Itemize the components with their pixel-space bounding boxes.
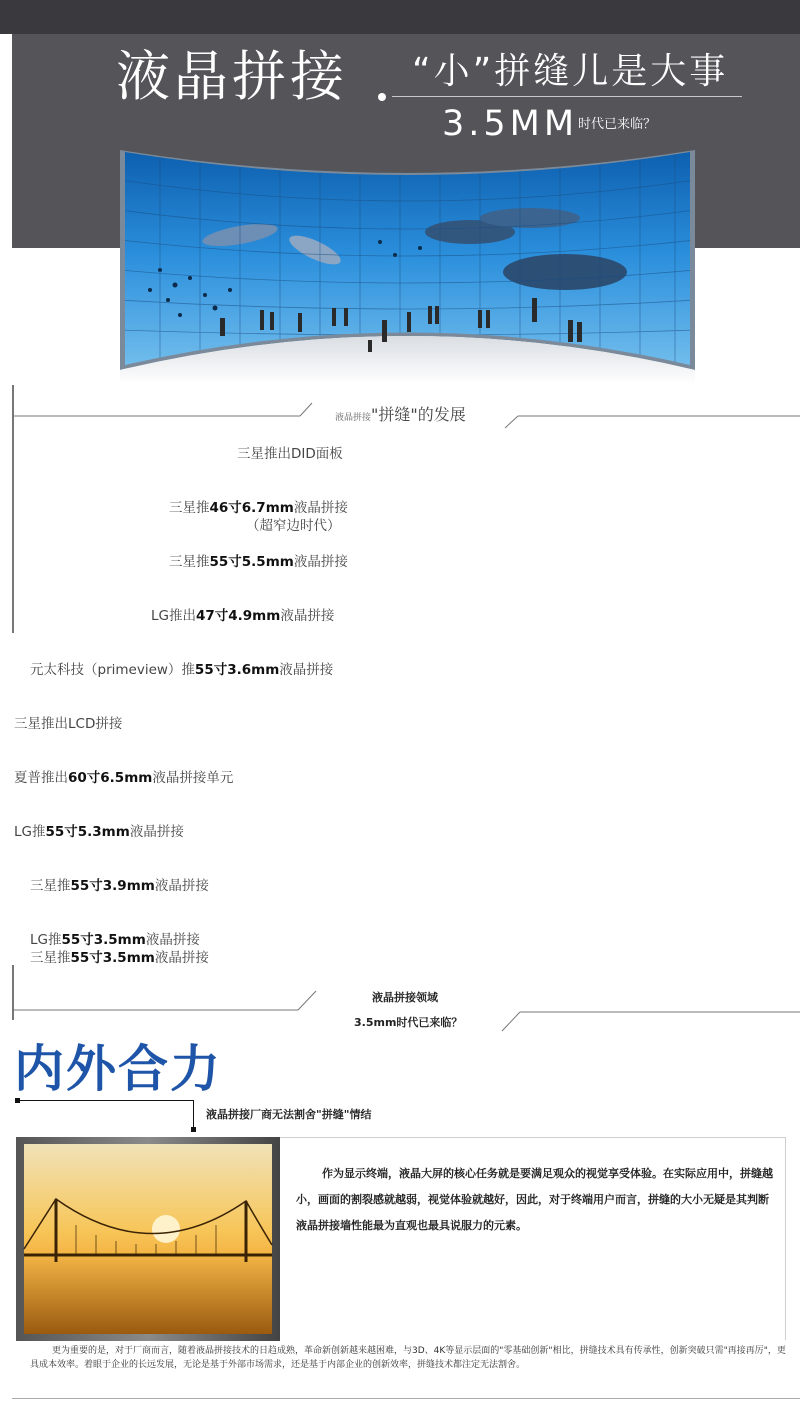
timeline-item xyxy=(169,554,348,571)
hero-subtitle: “小”拼缝儿是大事 xyxy=(412,51,729,92)
timeline-item-text: 三星推出DID面板 xyxy=(237,446,343,462)
body-paragraph-secondary: 更为重要的是，对于厂商而言，随着液晶拼接技术的日趋成熟，革命新创新越来越困难，与3D、4K等显示层面的"零基础创新"相比，拼缝技术具有传承性，创新突破只需"再接再厉"，更具成本效率。着眼于企业的长远发展，无论是基于外部市场需求，还是基于内部企业的创新效率，拼缝技术都注定无法割舍。 xyxy=(30,1346,786,1370)
timeline-item xyxy=(14,770,233,787)
timeline-item-text: LG推 xyxy=(30,932,62,948)
timeline-item-text: 三星推出LCD拼接 xyxy=(14,716,123,732)
timeline-heading-big: "拼缝"的发展 xyxy=(371,405,466,424)
timeline-item-spec: 55寸3.9mm xyxy=(70,878,155,894)
callout-marker xyxy=(191,1127,196,1132)
section-title: 内外合力 xyxy=(14,1040,222,1098)
timeline-item xyxy=(151,608,334,625)
timeline-item-spec: 47寸4.9mm xyxy=(195,608,281,624)
timeline-item-spec: 55寸3.6mm xyxy=(194,662,280,678)
timeline-item xyxy=(14,716,122,733)
timeline-item-text: 液晶拼接 xyxy=(154,950,209,966)
lcd-display-image xyxy=(16,1137,280,1341)
timeline-item-text: 三星推 xyxy=(30,950,71,966)
timeline-end-question: 3.5mm时代已来临？ xyxy=(354,1016,463,1029)
timeline-item-text: 液晶拼接 xyxy=(293,500,348,516)
timeline-item xyxy=(14,824,184,841)
callout-text: 液晶拼接厂商无法割舍"拼缝"情结 xyxy=(206,1108,372,1121)
timeline-item-text: LG推出 xyxy=(151,608,196,624)
timeline-item-text: 液晶拼接 xyxy=(280,608,335,624)
hero-era-size: 3.5MM xyxy=(442,104,579,144)
timeline-item-note: （超窄边时代） xyxy=(246,518,341,534)
timeline-item-text: 三星推 xyxy=(169,500,210,516)
timeline-heading-small: 液晶拼接 xyxy=(335,413,372,423)
timeline-item xyxy=(30,932,200,949)
timeline-item-spec: 55寸3.5mm xyxy=(70,950,155,966)
timeline-item-spec: 55寸3.5mm xyxy=(61,932,146,948)
hero-divider xyxy=(392,96,742,97)
timeline-item-spec: 55寸5.3mm xyxy=(45,824,130,840)
timeline-item xyxy=(30,878,209,895)
body-paragraph-primary: 作为显示终端，液晶大屏的核心任务就是要满足观众的视觉享受体验。在实际应用中，拼缝越小，画面的割裂感就越弱，视觉体验就越好，因此，对于终端用户而言，拼缝的大小无疑是其判断液晶拼接墙性能最为直观也最具说服力的元素。 xyxy=(296,1167,773,1232)
timeline-item xyxy=(169,500,348,517)
timeline-item-text: 元太科技（primeview）推 xyxy=(30,662,195,678)
timeline-heading xyxy=(335,407,466,423)
timeline-item xyxy=(237,446,343,463)
page-bottom-divider xyxy=(12,1398,800,1399)
hero-title: 液晶拼接 xyxy=(116,45,348,108)
timeline-end-label: 液晶拼接领域 xyxy=(372,991,438,1004)
hero-top-bar xyxy=(0,0,800,34)
hero-era-caption: 时代已来临？ xyxy=(578,117,657,132)
timeline-item-spec: 55寸5.5mm xyxy=(209,554,294,570)
timeline-item-text: 液晶拼接 xyxy=(279,662,334,678)
timeline-item xyxy=(30,950,209,967)
timeline-item-text: 三星推 xyxy=(30,878,71,894)
timeline-item xyxy=(30,662,333,679)
timeline-item-spec: 46寸6.7mm xyxy=(209,500,294,516)
timeline-item-text: 液晶拼接 xyxy=(154,878,209,894)
timeline-item-text: 液晶拼接 xyxy=(129,824,184,840)
hero-banner xyxy=(0,0,800,390)
timeline-item-text: 夏普推出 xyxy=(14,770,68,786)
video-wall-image xyxy=(120,150,695,384)
timeline-item-text: 液晶拼接 xyxy=(145,932,200,948)
callout-line xyxy=(193,1100,194,1129)
timeline-item-text: 液晶拼接 xyxy=(293,554,348,570)
timeline-item-text: 三星推 xyxy=(169,554,210,570)
timeline-item-text: 液晶拼接单元 xyxy=(152,770,234,786)
hero-dot xyxy=(378,93,386,101)
callout-line xyxy=(18,1100,194,1101)
timeline-item-spec: 60寸6.5mm xyxy=(68,770,153,786)
timeline-item-text: LG推 xyxy=(14,824,46,840)
